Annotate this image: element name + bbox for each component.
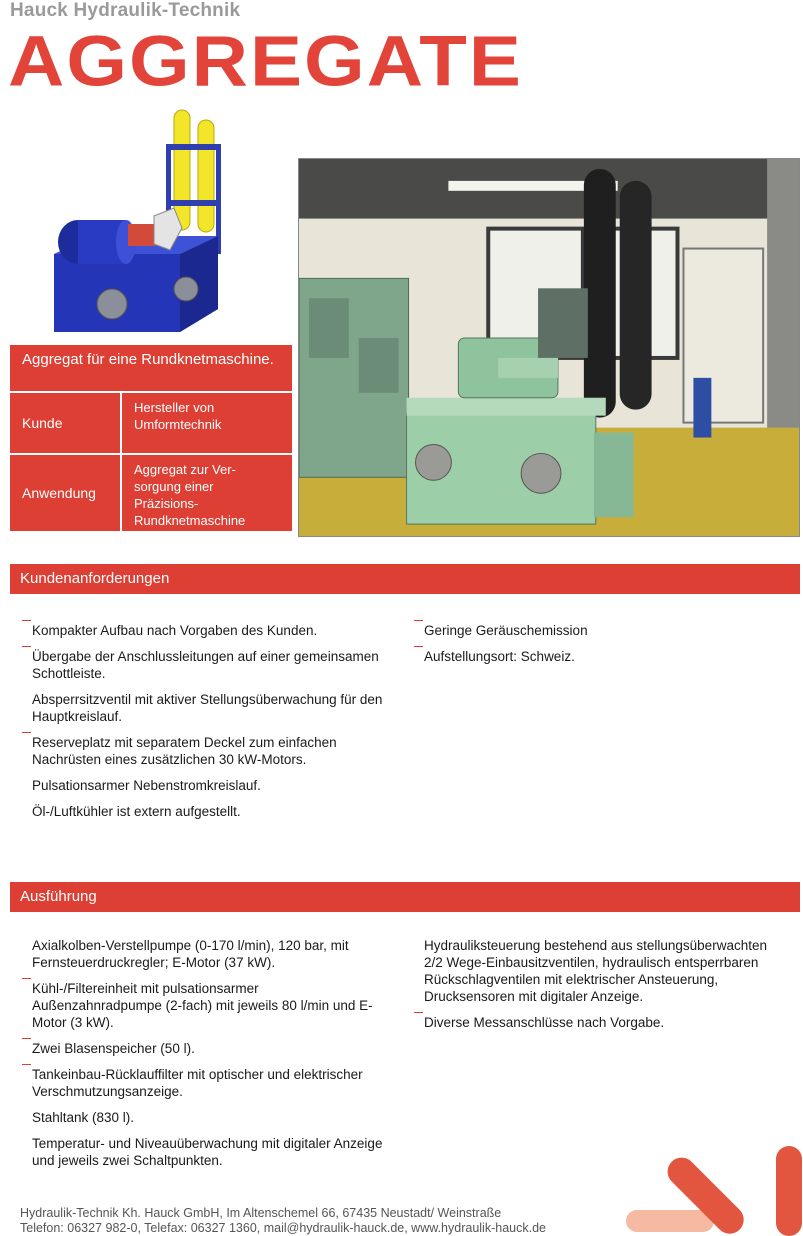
list-item: Reserveplatz mit separatem Deckel zum einfachen Nachrüsten eines zusätzlichen 30 kW-Motors. <box>32 734 402 768</box>
list-item: Kompakter Aufbau nach Vorgaben des Kunden. <box>32 622 402 639</box>
list-item: Pulsationsarmer Nebenstromkreislauf. <box>32 778 261 793</box>
footer <box>20 1206 546 1236</box>
company-logo <box>620 1140 803 1236</box>
list-item: Tankeinbau-Rücklauffilter mit optischer und elektrischer Verschmutzungsanzeige. <box>32 1066 387 1100</box>
page-title: AGGREGATE <box>8 20 523 102</box>
list-item: Stahltank (830 l). <box>32 1110 135 1125</box>
list-item: Zwei Blasenspeicher (50 l). <box>32 1040 387 1057</box>
execution-left-list <box>32 937 387 1178</box>
list-item: Hydrauliksteuerung bestehend aus stellungsüberwachten 2/2 Wege-Einbausitzventilen, hydraulisch entsperrbaren Rückschlagventilen mit elektrischer Ansteuerung, Drucksensoren mit digitaler Anzeige. <box>424 938 767 1004</box>
footer-address: Hydraulik-Technik Kh. Hauck GmbH, Im Altenschemel 66, 67435 Neustadt/ Weinstraße <box>20 1206 502 1220</box>
info-row-kunde <box>10 391 292 453</box>
info-row-anwendung <box>10 453 292 531</box>
installation-photo <box>298 158 800 537</box>
requirements-left-list <box>32 622 402 829</box>
company-name: Hauck Hydraulik-Technik <box>10 0 241 21</box>
list-item: Temperatur- und Niveauüberwachung mit digitaler Anzeige und jeweils zwei Schaltpunkten. <box>32 1136 383 1168</box>
section-execution-title: Ausführung <box>10 882 800 912</box>
execution-right-list <box>424 937 789 1040</box>
section-requirements-title: Kundenanforderungen <box>10 564 800 594</box>
list-item: Absperrsitzventil mit aktiver Stellungsüberwachung für den Hauptkreislauf. <box>32 692 383 724</box>
info-table <box>10 345 292 531</box>
footer-contact: Telefon: 06327 982-0, Telefax: 06327 1360, mail@hydraulik-hauck.de, www.hydraulik-hauck.de <box>20 1221 546 1235</box>
list-item: Aufstellungsort: Schweiz. <box>424 648 794 665</box>
info-heading: Aggregat für eine Rundknetmaschine. <box>10 345 292 391</box>
list-item: Diverse Messanschlüsse nach Vorgabe. <box>424 1014 789 1031</box>
list-item: Übergabe der Anschlussleitungen auf einer gemeinsamen Schottleiste. <box>32 648 402 682</box>
list-item: Öl-/Luftkühler ist extern aufgestellt. <box>32 804 241 819</box>
hydraulic-unit-rendering <box>50 104 230 344</box>
info-label: Anwendung <box>10 455 122 531</box>
info-value: Aggregat zur Ver-sorgung einer Präzisions-Rundknetmaschine <box>134 462 246 528</box>
list-item: Kühl-/Filtereinheit mit pulsationsarmer Außenzahnradpumpe (2-fach) mit jeweils 80 l/min und E-Motor (3 kW). <box>32 980 387 1031</box>
requirements-right-list <box>424 622 794 674</box>
list-item: Axialkolben-Verstellpumpe (0-170 l/min), 120 bar, mit Fernsteuerdruckregler; E-Motor (37 kW). <box>32 938 349 970</box>
list-item: Geringe Geräuschemission <box>424 622 794 639</box>
info-value: Hersteller von Umformtechnik <box>134 400 222 432</box>
info-label: Kunde <box>10 393 122 453</box>
